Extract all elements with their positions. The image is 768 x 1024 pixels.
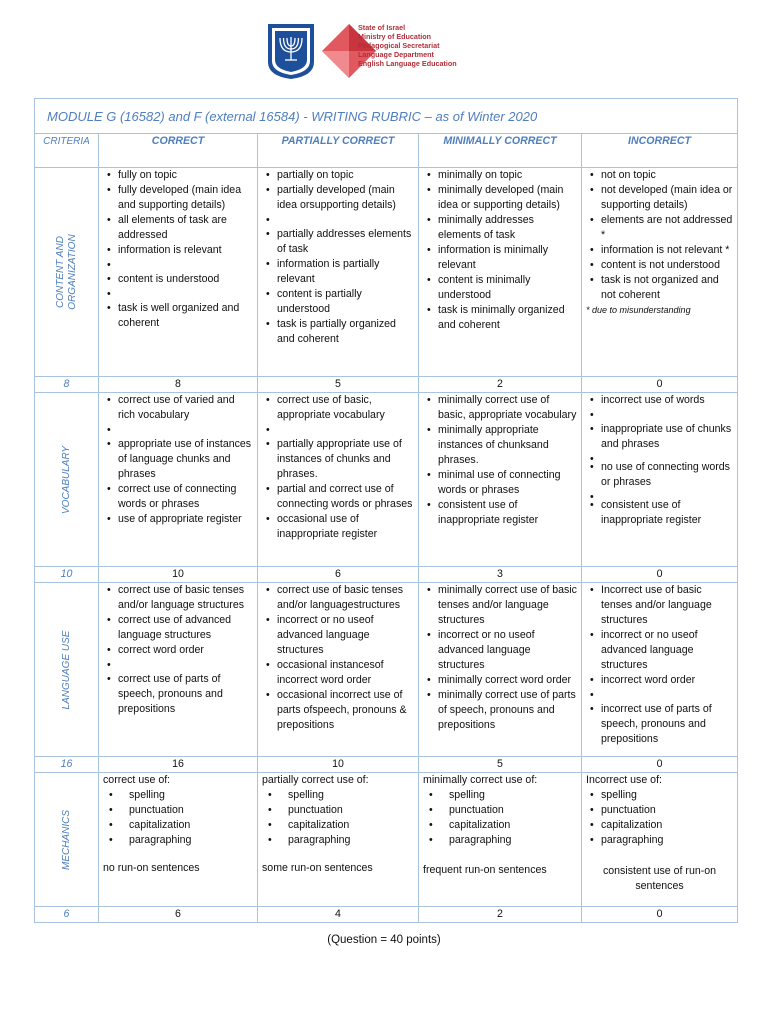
score-cell: 0 — [582, 567, 738, 583]
list-item: • task is not organized and not coherent — [586, 273, 733, 303]
list-item: • content is understood — [103, 272, 253, 287]
list-item: • correct use of basic tenses and/or languagestructures — [262, 583, 414, 613]
mechanics-score-row — [35, 907, 738, 923]
score-cell: 0 — [582, 377, 738, 393]
content-criteria-label — [35, 168, 99, 377]
vocabulary-criteria-label — [35, 393, 99, 567]
score-cell: 6 — [258, 567, 419, 583]
content-row — [35, 168, 738, 377]
content-max-score: 8 — [35, 377, 99, 393]
list-item: • capitalization — [423, 818, 577, 833]
list-item: • task is well organized and coherent — [103, 301, 253, 331]
list-item: • punctuation — [586, 803, 733, 818]
list-item: • not on topic — [586, 168, 733, 183]
vocabulary-max-score: 10 — [35, 567, 99, 583]
list-item: • information is minimally relevant — [423, 243, 577, 273]
vocabulary-label-text: VOCABULARY — [60, 445, 72, 514]
list-item: • punctuation — [262, 803, 414, 818]
content-correct-cell — [99, 168, 258, 377]
list-item: • minimally appropriate instances of chunksand phrases. — [423, 423, 577, 468]
language-max-score: 16 — [35, 757, 99, 773]
score-cell: 16 — [99, 757, 258, 773]
israel-emblem-icon — [266, 22, 316, 80]
list-item: • minimally correct word order — [423, 673, 577, 688]
ministry-header — [266, 20, 506, 84]
list-item: • punctuation — [103, 803, 253, 818]
language-row — [35, 583, 738, 757]
list-item: • punctuation — [423, 803, 577, 818]
spacer — [103, 258, 253, 272]
language-partial-cell — [258, 583, 419, 757]
list-item: • elements are not addressed * — [586, 213, 733, 243]
list-item: • occasional use of inappropriate register — [262, 512, 414, 542]
score-cell: 5 — [419, 757, 582, 773]
list-item: • spelling — [586, 788, 733, 803]
mechanics-intro: correct use of: — [103, 774, 171, 786]
list-item: • consistent use of inappropriate register — [423, 498, 577, 528]
list-item: • partially developed (main idea orsupporting details) — [262, 183, 414, 213]
mechanics-intro: partially correct use of: — [262, 774, 369, 786]
language-criteria-label — [35, 583, 99, 757]
list-item: • use of appropriate register — [103, 512, 253, 527]
score-cell: 0 — [582, 907, 738, 923]
list-item: • correct word order — [103, 643, 253, 658]
ministry-text — [358, 23, 457, 68]
list-item: • all elements of task are addressed — [103, 213, 253, 243]
list-item: • correct use of parts of speech, pronouns and prepositions — [103, 672, 253, 717]
list-item: • spelling — [262, 788, 414, 803]
score-cell: 6 — [99, 907, 258, 923]
list-item: • no use of connecting words or phrases — [586, 460, 733, 490]
list-item: • incorrect use of words — [586, 393, 733, 408]
list-item: • correct use of advanced language structures — [103, 613, 253, 643]
vocabulary-partial-cell — [258, 393, 419, 567]
list-item: • correct use of connecting words or phrases — [103, 482, 253, 512]
run-on-text: some run-on sentences — [262, 862, 373, 874]
list-item: • paragraphing — [103, 833, 253, 848]
list-item: • minimally correct use of basic tenses and/or language structures — [423, 583, 577, 628]
score-cell: 0 — [582, 757, 738, 773]
mechanics-label-text: MECHANICS — [60, 809, 72, 870]
question-points: (Question = 40 points) — [327, 934, 441, 946]
list-item: • spelling — [423, 788, 577, 803]
list-item: • not developed (main idea or supporting details) — [586, 183, 733, 213]
mechanics-minimal-cell — [419, 773, 582, 907]
score-cell: 4 — [258, 907, 419, 923]
spacer — [262, 213, 414, 227]
ministry-line: Language Department — [358, 50, 434, 59]
vocabulary-incorrect-cell — [582, 393, 738, 567]
list-item: • capitalization — [586, 818, 733, 833]
language-score-row — [35, 757, 738, 773]
list-item: • occasional instancesof incorrect word order — [262, 658, 414, 688]
list-item: • Incorrect use of basic tenses and/or language structures — [586, 583, 733, 628]
list-item: • occasional incorrect use of parts ofspeech, pronouns & prepositions — [262, 688, 414, 733]
content-incorrect-cell — [582, 168, 738, 377]
correct-header: CORRECT — [99, 134, 258, 168]
list-item: • content is partially understood — [262, 287, 414, 317]
spacer — [103, 658, 253, 672]
list-item: • partially on topic — [262, 168, 414, 183]
vocabulary-row — [35, 393, 738, 567]
ministry-line: English Language Education — [358, 59, 457, 68]
spacer — [262, 423, 414, 437]
score-cell: 3 — [419, 567, 582, 583]
score-cell: 8 — [99, 377, 258, 393]
list-item: • minimally correct use of parts of speech, pronouns and prepositions — [423, 688, 577, 733]
list-item: • incorrect word order — [586, 673, 733, 688]
ministry-line: Ministry of Education — [358, 32, 432, 41]
mechanics-intro: Incorrect use of: — [586, 774, 662, 786]
run-on-text: consistent use of run-on sentences — [602, 865, 717, 892]
list-item: • spelling — [103, 788, 253, 803]
list-item: • incorrect use of parts of speech, pronouns and prepositions — [586, 702, 733, 747]
footnote: * due to misunderstanding — [586, 305, 691, 315]
column-header-row — [35, 134, 738, 168]
list-item: • task is partially organized and coherent — [262, 317, 414, 347]
list-item: • minimally correct use of basic, appropriate vocabulary — [423, 393, 577, 423]
partially-correct-header: PARTIALLY CORRECT — [258, 134, 419, 168]
list-item: • fully developed (main idea and supporting details) — [103, 183, 253, 213]
spacer — [586, 452, 733, 460]
ministry-line: Pedagogical Secretariat — [358, 41, 440, 50]
language-correct-cell — [99, 583, 258, 757]
content-score-row — [35, 377, 738, 393]
list-item: • appropriate use of instances of language chunks and phrases — [103, 437, 253, 482]
run-on-text: no run-on sentences — [103, 862, 200, 874]
vocabulary-correct-cell — [99, 393, 258, 567]
ministry-line: State of Israel — [358, 23, 406, 32]
spacer — [586, 490, 733, 498]
mechanics-intro: minimally correct use of: — [423, 774, 538, 786]
list-item: • consistent use of inappropriate register — [586, 498, 733, 528]
list-item: • minimally on topic — [423, 168, 577, 183]
mechanics-row — [35, 773, 738, 907]
spacer — [586, 688, 733, 702]
criteria-header: CRITERIA — [35, 134, 99, 168]
mechanics-incorrect-cell — [582, 773, 738, 907]
list-item: • information is partially relevant — [262, 257, 414, 287]
language-label-text: LANGUAGE USE — [60, 630, 72, 709]
score-cell: 2 — [419, 377, 582, 393]
list-item: • inappropriate use of chunks and phrases — [586, 422, 733, 452]
list-item: • minimally addresses elements of task — [423, 213, 577, 243]
list-item: • partially addresses elements of task — [262, 227, 414, 257]
incorrect-header: INCORRECT — [582, 134, 738, 168]
list-item: • task is minimally organized and coherent — [423, 303, 577, 333]
language-minimal-cell — [419, 583, 582, 757]
list-item: • incorrect or no useof advanced language structures — [262, 613, 414, 658]
spacer — [103, 287, 253, 301]
language-incorrect-cell — [582, 583, 738, 757]
list-item: • information is not relevant * — [586, 243, 733, 258]
mechanics-partial-cell — [258, 773, 419, 907]
score-cell: 10 — [258, 757, 419, 773]
score-cell: 5 — [258, 377, 419, 393]
list-item: • paragraphing — [423, 833, 577, 848]
list-item: • partially appropriate use of instances of chunks and phrases. — [262, 437, 414, 482]
writing-rubric-table — [34, 98, 738, 923]
list-item: • correct use of basic, appropriate vocabulary — [262, 393, 414, 423]
score-cell: 10 — [99, 567, 258, 583]
spacer — [103, 423, 253, 437]
content-minimal-cell — [419, 168, 582, 377]
content-partial-cell — [258, 168, 419, 377]
list-item: • content is not understood — [586, 258, 733, 273]
rubric-title: MODULE G (16582) and F (external 16584) - WRITING RUBRIC – as of Winter 2020 — [35, 99, 738, 134]
list-item: • correct use of varied and rich vocabulary — [103, 393, 253, 423]
list-item: • incorrect or no useof advanced language structures — [586, 628, 733, 673]
list-item: • paragraphing — [262, 833, 414, 848]
list-item: • content is minimally understood — [423, 273, 577, 303]
list-item: • partial and correct use of connecting words or phrases — [262, 482, 414, 512]
list-item: • fully on topic — [103, 168, 253, 183]
list-item: • minimally developed (main idea or supporting details) — [423, 183, 577, 213]
run-on-text: frequent run-on sentences — [423, 864, 547, 876]
spacer — [586, 408, 733, 422]
content-label-text: CONTENT AND ORGANIZATION — [54, 234, 78, 310]
list-item: • capitalization — [103, 818, 253, 833]
vocabulary-score-row — [35, 567, 738, 583]
mechanics-correct-cell — [99, 773, 258, 907]
list-item: • minimal use of connecting words or phrases — [423, 468, 577, 498]
list-item: • incorrect or no useof advanced language structures — [423, 628, 577, 673]
list-item: • capitalization — [262, 818, 414, 833]
mechanics-max-score: 6 — [35, 907, 99, 923]
mechanics-criteria-label — [35, 773, 99, 907]
list-item: • information is relevant — [103, 243, 253, 258]
minimally-correct-header: MINIMALLY CORRECT — [419, 134, 582, 168]
vocabulary-minimal-cell — [419, 393, 582, 567]
list-item: • paragraphing — [586, 833, 733, 848]
list-item: • correct use of basic tenses and/or language structures — [103, 583, 253, 613]
score-cell: 2 — [419, 907, 582, 923]
